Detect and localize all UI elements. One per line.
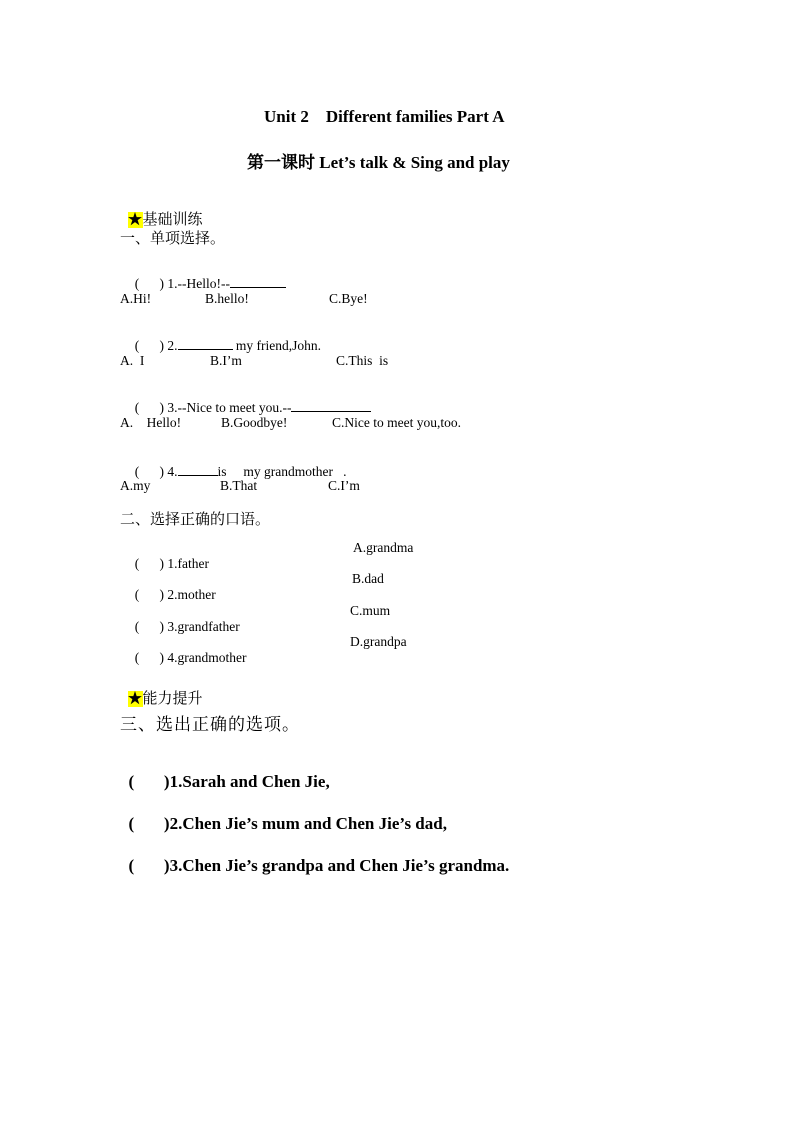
match-left: 2.mother [167, 587, 216, 602]
answer-paren: ( ) [134, 650, 164, 665]
answer-paren: ( ) [134, 276, 164, 291]
answer-paren: ( ) [128, 772, 170, 791]
match-left: 1.father [167, 556, 209, 571]
answer-paren: ( ) [134, 400, 164, 415]
match-item-4 [128, 634, 246, 666]
question-text: 2. [167, 338, 178, 353]
section-label: 基础训练 [142, 212, 203, 228]
match-option-d: D.grandpa [350, 634, 407, 649]
question-4 [128, 447, 346, 480]
answer-blank [291, 399, 371, 412]
answer-blank [178, 463, 218, 476]
choice-item-2 [120, 794, 447, 834]
match-option-c: C.mum [350, 603, 391, 618]
section-label: 能力提升 [142, 691, 203, 707]
part1-heading: 一、单项选择。 [120, 231, 226, 247]
answer-blank [178, 337, 233, 350]
match-option-b: B.dad [352, 571, 384, 586]
question-4-option-b: B.That [220, 478, 258, 493]
question-3-option-a: A. Hello! [120, 415, 182, 430]
question-2-option-a: A. I [120, 353, 145, 368]
answer-paren: ( ) [128, 814, 170, 833]
page-title: Unit 2 Different families Part A [264, 107, 505, 126]
section-basic-training [120, 191, 203, 229]
match-option-a: A.grandma [353, 540, 414, 555]
match-item-1 [128, 540, 209, 572]
question-3 [128, 383, 371, 416]
answer-paren: ( ) [134, 338, 164, 353]
match-item-2 [128, 571, 216, 603]
choice-item-3 [120, 836, 509, 876]
answer-paren: ( ) [134, 556, 164, 571]
match-item-3 [128, 603, 240, 635]
question-text-end: is my grandmother . [217, 464, 347, 479]
question-text: 3.--Nice to meet you.-- [167, 400, 292, 415]
question-2-option-b: B.I’m [210, 353, 242, 368]
match-left: 4.grandmother [167, 650, 247, 665]
question-text: 4. [167, 464, 178, 479]
question-3-option-b: B.Goodbye! [221, 415, 288, 430]
question-text-end: my friend,John. [232, 338, 321, 353]
question-2-option-c: C.This is [336, 353, 389, 368]
answer-paren: ( ) [128, 856, 170, 875]
question-4-option-c: C.I’m [328, 478, 360, 493]
question-1 [128, 259, 286, 292]
choice-text: 1.Sarah and Chen Jie, [169, 772, 330, 791]
answer-blank [230, 275, 286, 288]
star-icon: ★ [127, 212, 143, 228]
question-1-option-b: B.hello! [205, 291, 249, 306]
answer-paren: ( ) [134, 587, 164, 602]
question-4-option-a: A.my [120, 478, 151, 493]
question-3-option-c: C.Nice to meet you,too. [332, 415, 461, 430]
match-left: 3.grandfather [167, 619, 240, 634]
page-subtitle: 第一课时 Let’s talk & Sing and play [247, 153, 510, 172]
question-2 [128, 321, 321, 354]
choice-item-1 [120, 752, 330, 792]
answer-paren: ( ) [134, 619, 164, 634]
part2-heading: 二、选择正确的口语。 [120, 512, 271, 528]
choice-text: 3.Chen Jie’s grandpa and Chen Jie’s grandma. [169, 856, 510, 875]
question-1-option-c: C.Bye! [329, 291, 368, 306]
question-text: 1.--Hello!-- [167, 276, 230, 291]
answer-paren: ( ) [134, 464, 164, 479]
choice-text: 2.Chen Jie’s mum and Chen Jie’s dad, [169, 814, 447, 833]
question-1-option-a: A.Hi! [120, 291, 152, 306]
star-icon: ★ [127, 691, 143, 707]
part3-heading: 三、选出正确的选项。 [120, 715, 300, 734]
section-ability-improvement [120, 670, 203, 708]
